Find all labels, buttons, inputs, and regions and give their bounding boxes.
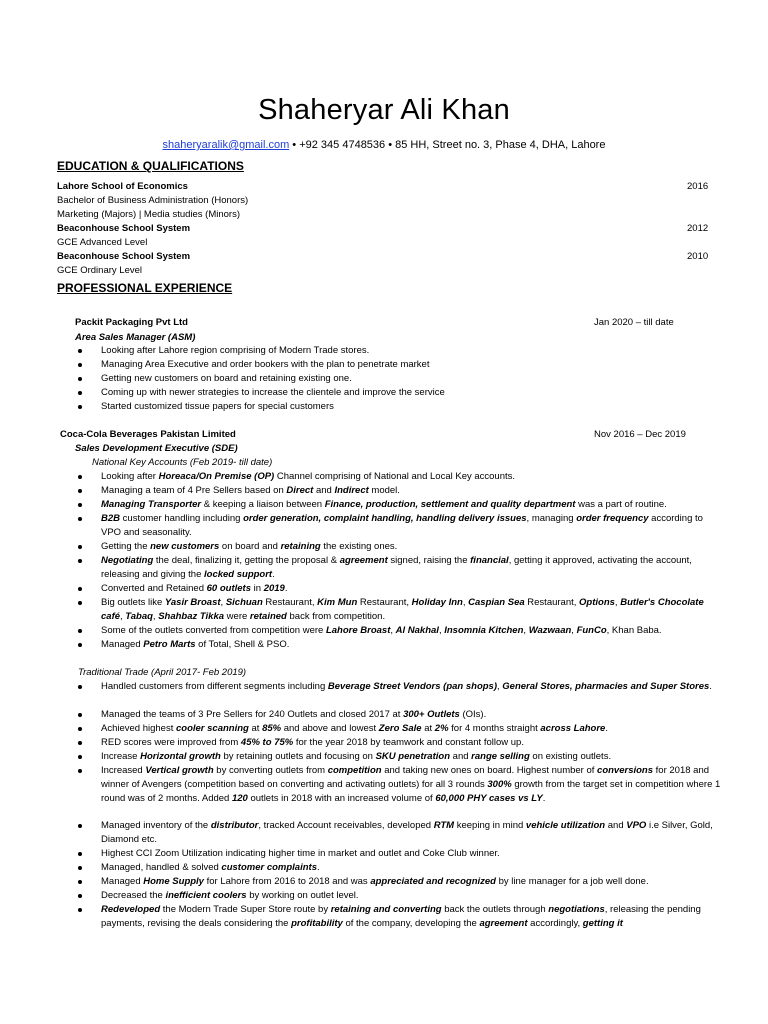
bullet-dot [78, 894, 82, 898]
bullet-item: Managing a team of 4 Pre Sellers based on Direct and Indirect model. [101, 485, 400, 496]
bullet-item: Highest CCI Zoom Utilization indicating higher time in market and outlet and Coke Club winner. [101, 848, 500, 859]
bullet-dot [78, 880, 82, 884]
bullet-dot [78, 601, 82, 605]
bullet-dot [78, 489, 82, 493]
degree-line: GCE Ordinary Level [57, 265, 143, 276]
degree-line: Marketing (Majors) | Media studies (Minors) [57, 209, 241, 220]
bullet-dot [78, 713, 82, 717]
experience-heading: PROFESSIONAL EXPERIENCE [57, 281, 233, 295]
job-role: Area Sales Manager (ASM) [75, 332, 196, 343]
subsection-title: National Key Accounts (Feb 2019- till date) [92, 457, 273, 468]
bullet-item: Redeveloped the Modern Trade Super Store route by retaining and converting back the outlets through negotiations, releasing the pending payments, revising the deals considering the profitability of the company, developing the agreement accordingly, getting it [101, 904, 701, 929]
bullet-dot [78, 824, 82, 828]
bullet-item: Managed, handled & solved customer complaints. [101, 862, 320, 873]
bullet-item: Negotiating the deal, finalizing it, getting the proposal & agreement signed, raising the financial, getting it approved, activating the account, releasing and giving the locked support. [101, 555, 692, 580]
bullet-item: Big outlets like Yasir Broast, Sichuan Restaurant, Kim Mun Restaurant, Holiday Inn, Caspian Sea Restaurant, Options, Butler's Chocolate café, Tabaq, Shahbaz Tikka were retained back from competition. [101, 597, 704, 622]
degree-line: Bachelor of Business Administration (Honors) [57, 195, 249, 206]
bullet-item: B2B customer handling including order generation, complaint handling, handling delivery issues, managing order frequency according to VPO and seasonality. [101, 513, 703, 538]
job-dates: Jan 2020 – till date [594, 317, 674, 328]
bullet-dot [78, 363, 82, 367]
bullet-dot [78, 559, 82, 563]
bullet-dot [78, 475, 82, 479]
bullet-item: Coming up with newer strategies to increase the clientele and improve the service [101, 387, 445, 398]
company-name: Coca-Cola Beverages Pakistan Limited [60, 429, 236, 440]
bullet-item: Managed Home Supply for Lahore from 2016 to 2018 and was appreciated and recognized by line manager for a job well done. [101, 876, 649, 887]
bullet-dot [78, 517, 82, 521]
bullet-item: Managed inventory of the distributor, tracked Account receivables, developed RTM keeping in mind vehicle utilization and VPO i.e Silver, Gold, Diamond etc. [101, 820, 713, 845]
bullet-dot [78, 908, 82, 912]
bullet-item: Converted and Retained 60 outlets in 2019. [101, 583, 288, 594]
school-name: Beaconhouse School System [57, 223, 191, 234]
bullet-item: Looking after Lahore region comprising of Modern Trade stores. [101, 345, 370, 356]
bullet-dot [78, 503, 82, 507]
bullet-dot [78, 545, 82, 549]
bullet-item: Decreased the inefficient coolers by working on outlet level. [101, 890, 359, 901]
bullet-dot [78, 405, 82, 409]
bullet-dot [78, 587, 82, 591]
bullet-item: Managed Petro Marts of Total, Shell & PSO. [101, 639, 290, 650]
candidate-name: Shaheryar Ali Khan [258, 94, 510, 126]
bullet-dot [78, 629, 82, 633]
school-year: 2016 [687, 181, 709, 192]
bullet-dot [78, 866, 82, 870]
bullet-dot [78, 769, 82, 773]
school-name: Beaconhouse School System [57, 251, 191, 262]
bullet-dot [78, 349, 82, 353]
bullet-item: Getting the new customers on board and retaining the existing ones. [101, 541, 398, 552]
bullet-item: Managing Transporter & keeping a liaison between Finance, production, settlement and quality department was a part of routine. [101, 499, 667, 510]
bullet-item: Getting new customers on board and retaining existing one. [101, 373, 352, 384]
contact-details: • +92 345 4748536 • 85 HH, Street no. 3, Phase 4, DHA, Lahore [289, 139, 606, 151]
school-year: 2012 [687, 223, 709, 234]
bullet-dot [78, 727, 82, 731]
school-name: Lahore School of Economics [57, 181, 188, 192]
degree-line: GCE Advanced Level [57, 237, 148, 248]
bullet-item: Achieved highest cooler scanning at 85% and above and lowest Zero Sale at 2% for 4 months straight across Lahore. [101, 723, 608, 734]
bullet-dot [78, 852, 82, 856]
bullet-item: Managed the teams of 3 Pre Sellers for 240 Outlets and closed 2017 at 300+ Outlets (OIs). [101, 709, 487, 720]
bullet-dot [78, 391, 82, 395]
bullet-dot [78, 685, 82, 689]
subsection-title: Traditional Trade (April 2017- Feb 2019) [78, 667, 247, 678]
bullet-item: Managing Area Executive and order bookers with the plan to penetrate market [101, 359, 430, 370]
email-link[interactable]: shaheryaralik@gmail.com [162, 139, 290, 151]
school-year: 2010 [687, 251, 709, 262]
bullet-item: Looking after Horeaca/On Premise (OP) Channel comprising of National and Local Key accounts. [101, 471, 516, 482]
bullet-item: Some of the outlets converted from competition were Lahore Broast, Al Nakhal, Insomnia Kitchen, Wazwaan, FunCo, Khan Baba. [101, 625, 662, 636]
contact-line [0, 138, 768, 152]
bullet-dot [78, 643, 82, 647]
company-name: Packit Packaging Pvt Ltd [75, 317, 188, 328]
job-dates: Nov 2016 – Dec 2019 [594, 429, 686, 440]
bullet-item: Increased Vertical growth by converting outlets from competition and taking new ones on board. Highest number of conversions for 2018 and winner of Avengers (competition based on converting and activating outlets) for all 3 rounds 300% growth from the target set in competition where 1 round was of 2 months. Added 120 outlets in 2018 with an increased volume of 60,000 PHY cases vs LY. [101, 765, 721, 804]
education-heading: EDUCATION & QUALIFICATIONS [57, 159, 244, 173]
bullet-dot [78, 377, 82, 381]
bullet-item: Increase Horizontal growth by retaining outlets and focusing on SKU penetration and range selling on existing outlets. [101, 751, 612, 762]
bullet-item: Started customized tissue papers for special customers [101, 401, 334, 412]
job-role: Sales Development Executive (SDE) [75, 443, 238, 454]
bullet-dot [78, 741, 82, 745]
bullet-item: Handled customers from different segments including Beverage Street Vendors (pan shops), General Stores, pharmacies and Super Stores. [101, 681, 712, 692]
bullet-dot [78, 755, 82, 759]
bullet-item: RED scores were improved from 45% to 75% for the year 2018 by teamwork and constant follow up. [101, 737, 524, 748]
